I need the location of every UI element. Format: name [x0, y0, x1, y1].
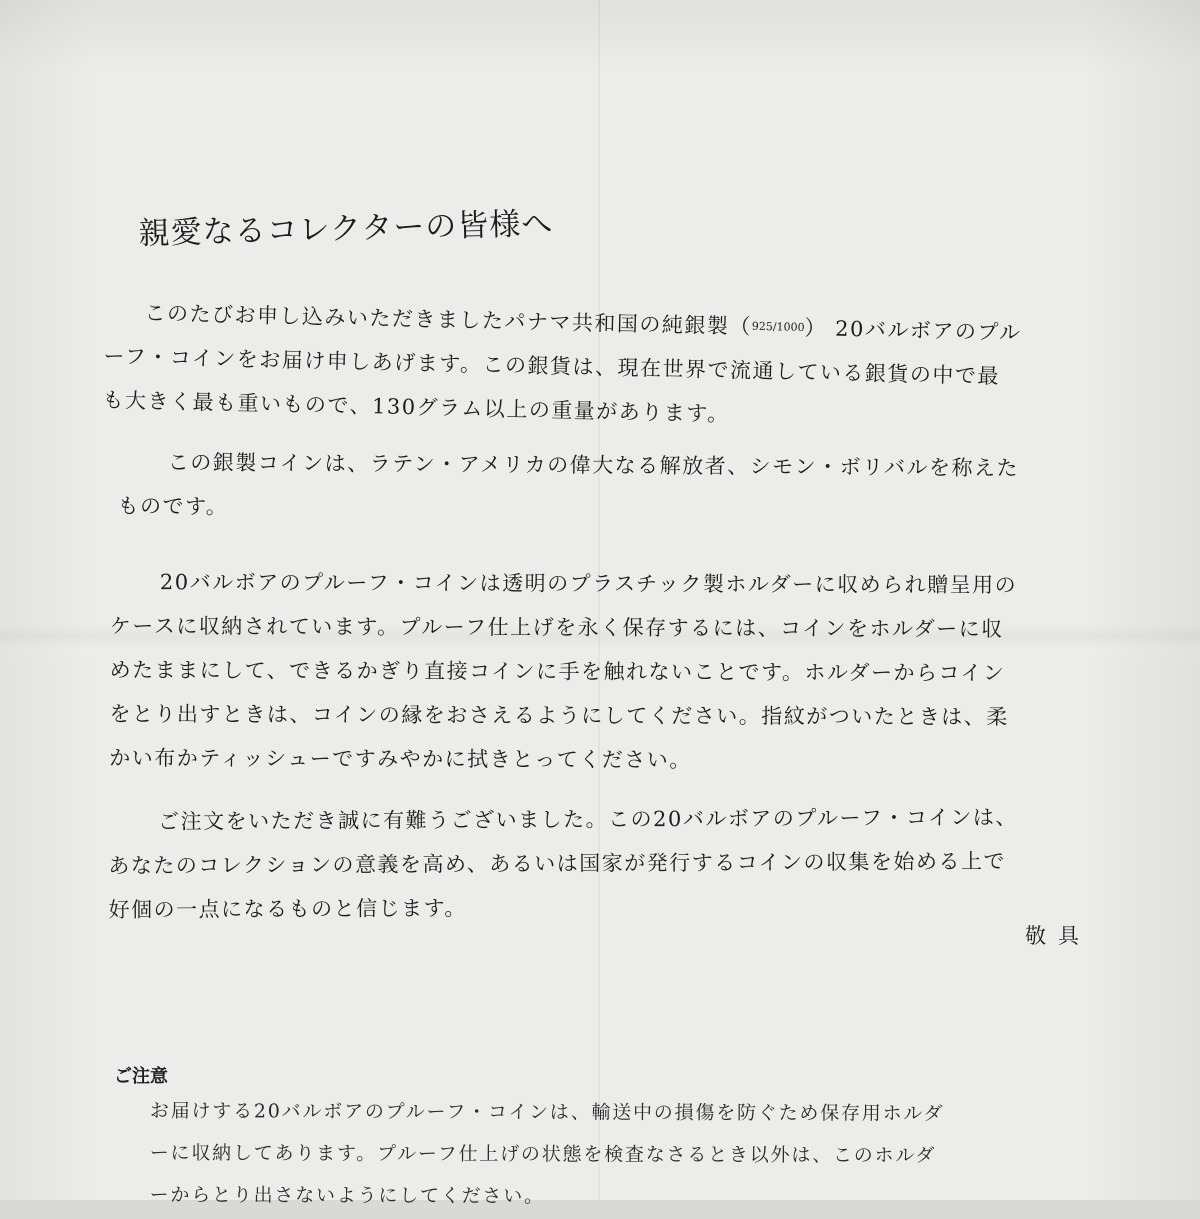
paragraph-line: めたままにして、できるかぎり直接コインに手を触れないことです。ホルダーからコイン — [109, 657, 1006, 686]
closing-salutation: 敬具 — [1025, 924, 1091, 948]
paragraph-intro — [102, 291, 1022, 443]
paragraph-line: ーフ・コインをお届け申しあげます。この銀貨は、現在世界で流通している銀貨の中で最 — [103, 344, 1001, 389]
notice-line: お届けする20バルボアのプルーフ・コインは、輸送中の損傷を防ぐため保存用ホルダ — [149, 1100, 945, 1125]
paragraph-line: も大きく最も重いもので、130グラム以上の重量があります。 — [102, 388, 730, 427]
paragraph-line: ものです。 — [117, 493, 229, 519]
paragraph-line: ケースに収納されています。プルーフ仕上げを永く保存するには、コインをホルダーに収 — [109, 613, 1004, 642]
paragraph-bolivar — [117, 440, 1019, 534]
notice-body — [150, 1090, 945, 1219]
purity-fraction: 925/1000 — [751, 319, 805, 334]
paragraph-line: 好個の一点になるものと信じます。 — [108, 896, 467, 922]
paragraph-line: かい布かティッシューですみやかに拭きとってください。 — [109, 745, 692, 773]
notice-line: ーに収納してあります。プルーフ仕上げの状態を検査なさるとき以外は、このホルダ — [149, 1141, 937, 1167]
paragraph-line: ご注文をいただき誠に有難うございました。この20バルボアのプルーフ・コインは、 — [158, 805, 1018, 834]
notice-line: ーからとり出さないようにしてください。 — [149, 1183, 545, 1208]
paragraph-text: ） 20バルボアのプル — [804, 315, 1022, 345]
paragraph-line: をとり出すときは、コインの縁をおさえるようにしてください。指紋がついたときは、柔 — [109, 701, 1009, 730]
paragraph-line: あなたのコレクションの意義を高め、あるいは国家が発行するコインの収集を始める上で — [108, 849, 1007, 878]
notice-heading: ご注意 — [114, 1066, 168, 1087]
paragraph-text: このたびお申し込みいただきましたパナマ共和国の純銀製（ — [144, 300, 753, 339]
paragraph-care — [109, 560, 1017, 783]
paragraph-line: この銀製コインは、ラテン・アメリカの偉大なる解放者、シモン・ボリバルを称えた — [167, 450, 1020, 481]
paragraph-thanks — [108, 795, 1018, 932]
letter-title: 親愛なるコレクターの皆様へ — [138, 205, 554, 252]
paragraph-line: 20バルボアのプルーフ・コインは透明のプラスチック製ホルダーに収められ贈呈用の — [159, 570, 1018, 598]
